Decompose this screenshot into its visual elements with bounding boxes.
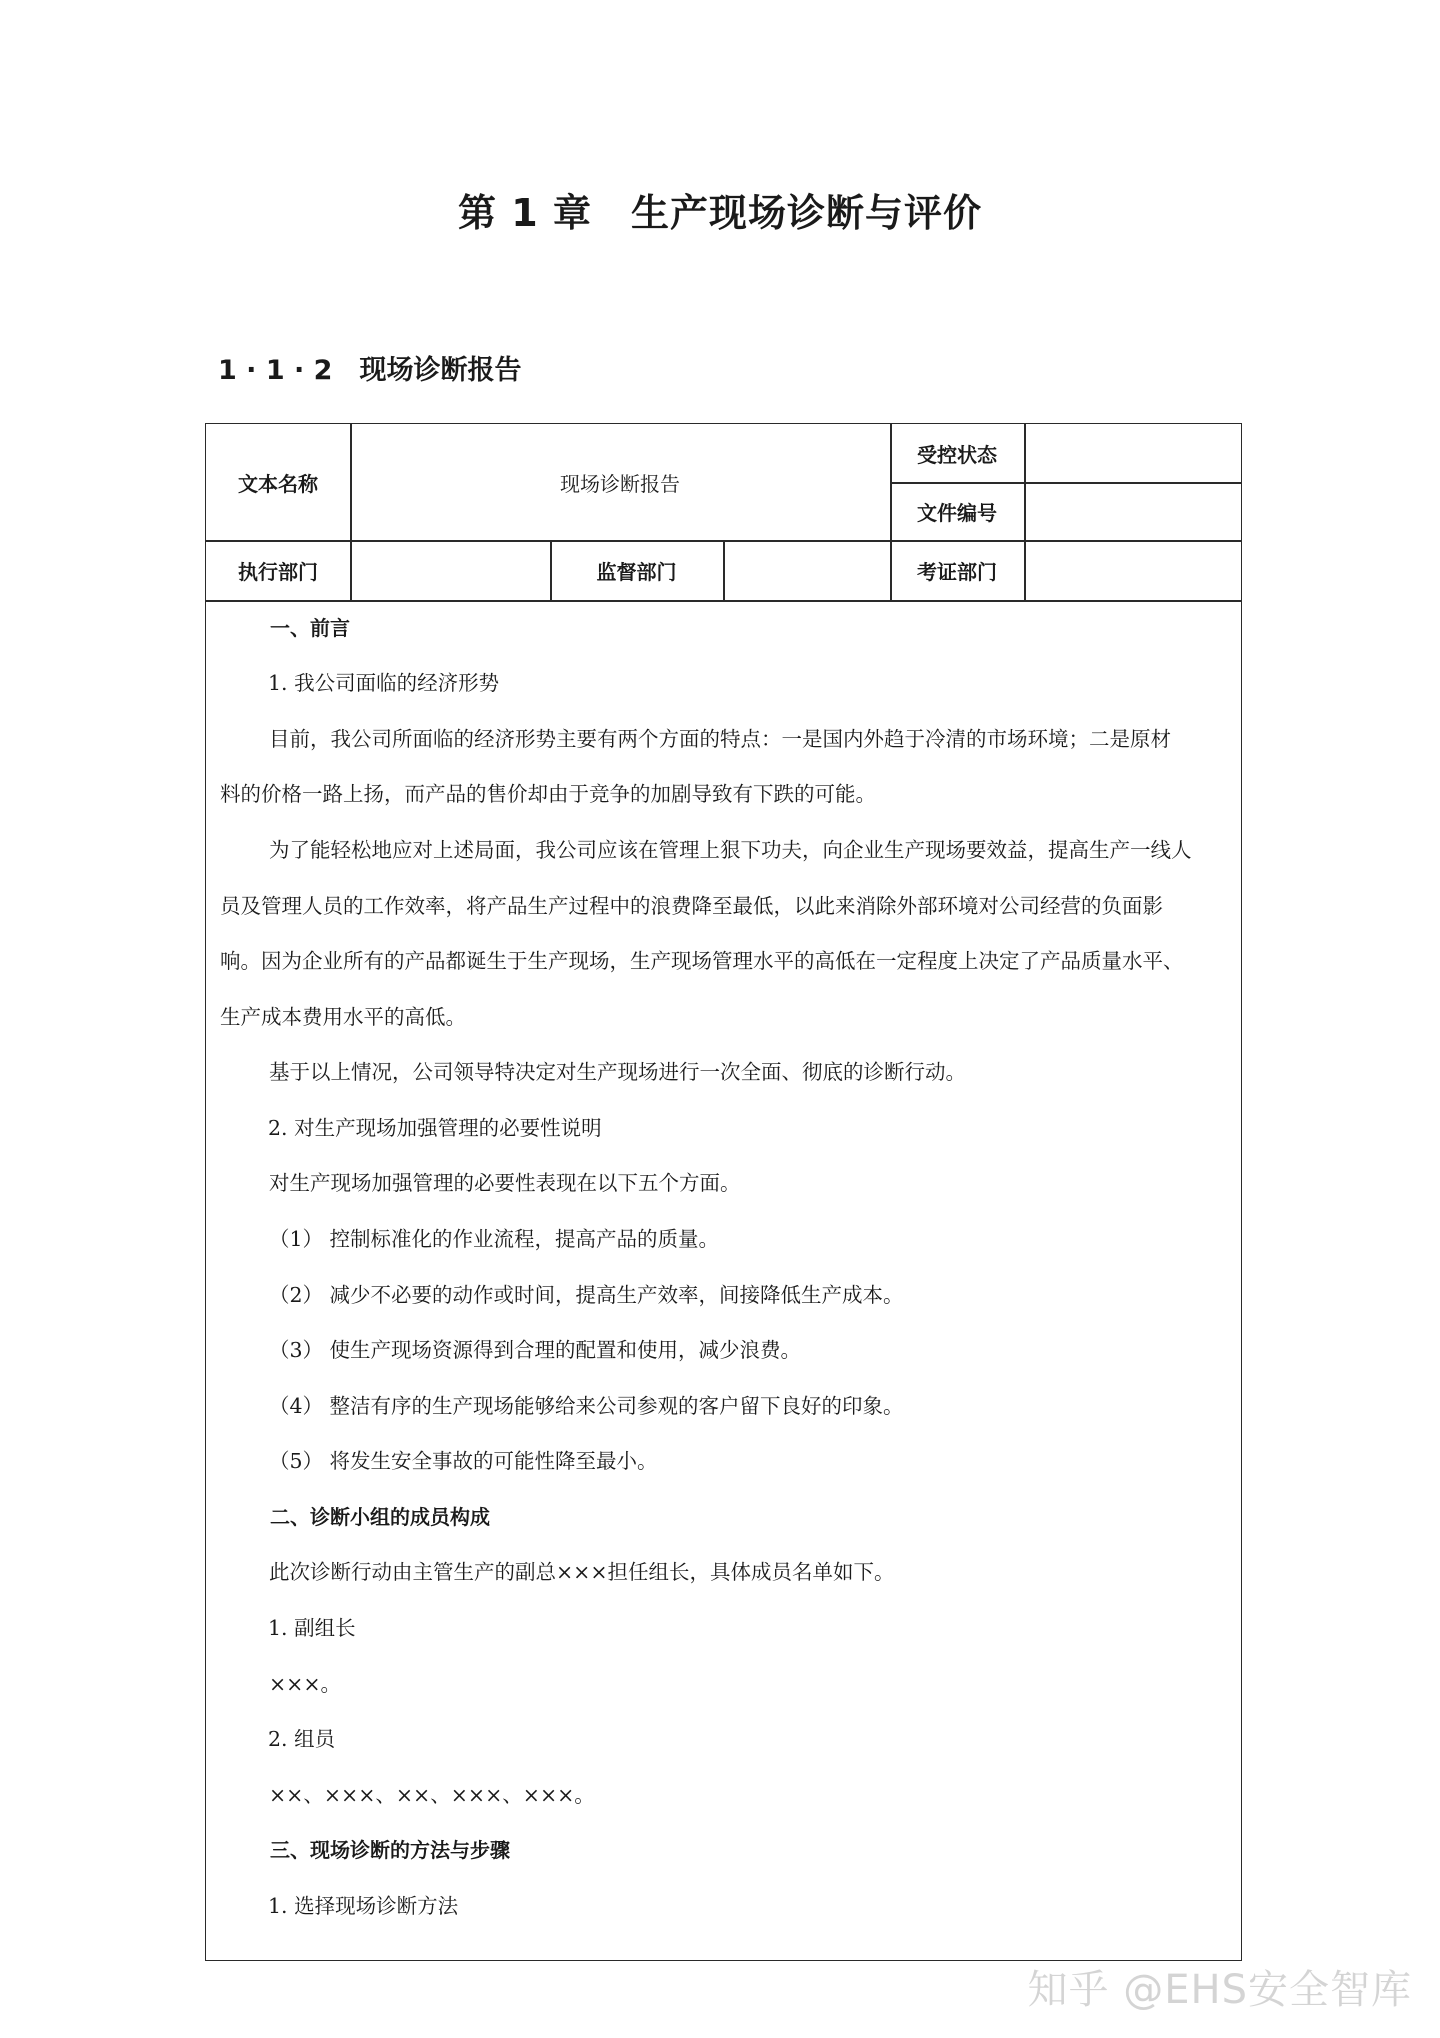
paragraph-line: 目前，我公司所面临的经济形势主要有两个方面的特点：一是国内外趋于冷清的市场环境；二是原材 (269, 727, 1171, 751)
control-status-label: 受控状态 (917, 442, 997, 467)
chapter-title: 第 1 章 生产现场诊断与评价 (458, 191, 982, 235)
text-name-label: 文本名称 (238, 471, 318, 496)
paragraph-line: 为了能轻松地应对上述局面，我公司应该在管理上狠下功夫，向企业生产现场要效益，提高生产一线人 (269, 838, 1192, 862)
paragraph-line: 对生产现场加强管理的必要性表现在以下五个方面。 (269, 1171, 741, 1195)
audit-dept-value (1024, 540, 1242, 600)
control-status-value (1024, 424, 1242, 482)
paragraph-line: 料的价格一路上扬，而产品的售价却由于竞争的加剧导致有下跌的可能。 (220, 782, 876, 806)
list-item: （1） 控制标准化的作业流程，提高产品的质量。 (269, 1227, 720, 1251)
subheading-members: 2. 组员 (268, 1727, 336, 1751)
paragraph-line: ×××。 (269, 1672, 342, 1696)
list-item: （5） 将发生安全事故的可能性降至最小。 (269, 1449, 658, 1473)
paragraph-line: 生产成本费用水平的高低。 (220, 1005, 466, 1029)
paragraph-line: 基于以上情况，公司领导特决定对生产现场进行一次全面、彻底的诊断行动。 (269, 1060, 966, 1084)
list-item: （4） 整洁有序的生产现场能够给来公司参观的客户留下良好的印象。 (269, 1394, 904, 1418)
subheading-economy: 1. 我公司面临的经济形势 (268, 671, 500, 695)
paragraph-line: ××、×××、××、×××、×××。 (269, 1783, 595, 1807)
exec-dept-value (350, 540, 550, 600)
heading-methods: 三、现场诊断的方法与步骤 (270, 1838, 510, 1862)
list-item: （3） 使生产现场资源得到合理的配置和使用，减少浪费。 (269, 1338, 802, 1362)
paragraph-line: 响。因为企业所有的产品都诞生于生产现场，生产现场管理水平的高低在一定程度上决定了产品质量水平、 (220, 949, 1184, 973)
document-table (205, 423, 1242, 1961)
heading-preface: 一、前言 (270, 616, 350, 640)
audit-dept-label: 考证部门 (917, 559, 997, 584)
file-number-label: 文件编号 (917, 500, 997, 525)
list-item: （2） 减少不必要的动作或时间，提高生产效率，间接降低生产成本。 (269, 1283, 904, 1307)
subheading-necessity: 2. 对生产现场加强管理的必要性说明 (268, 1116, 602, 1140)
paragraph-line: 员及管理人员的工作效率，将产品生产过程中的浪费降至最低，以此来消除外部环境对公司经营的负面影 (220, 894, 1163, 918)
file-number-value (1024, 482, 1242, 540)
supervise-dept-label: 监督部门 (596, 559, 677, 584)
paragraph-line: 此次诊断行动由主管生产的副总×××担任组长，具体成员名单如下。 (269, 1560, 895, 1584)
subheading-deputy: 1. 副组长 (268, 1616, 356, 1640)
section-title: 1 · 1 · 2 现场诊断报告 (218, 355, 522, 386)
exec-dept-label: 执行部门 (238, 559, 318, 584)
text-name-value: 现场诊断报告 (560, 471, 680, 496)
subheading-choose-method: 1. 选择现场诊断方法 (268, 1894, 459, 1918)
supervise-dept-value (723, 540, 890, 600)
row-divider (206, 600, 1242, 602)
watermark: 知乎 @EHS安全智库 (1027, 1967, 1412, 2013)
heading-team: 二、诊断小组的成员构成 (270, 1505, 490, 1529)
